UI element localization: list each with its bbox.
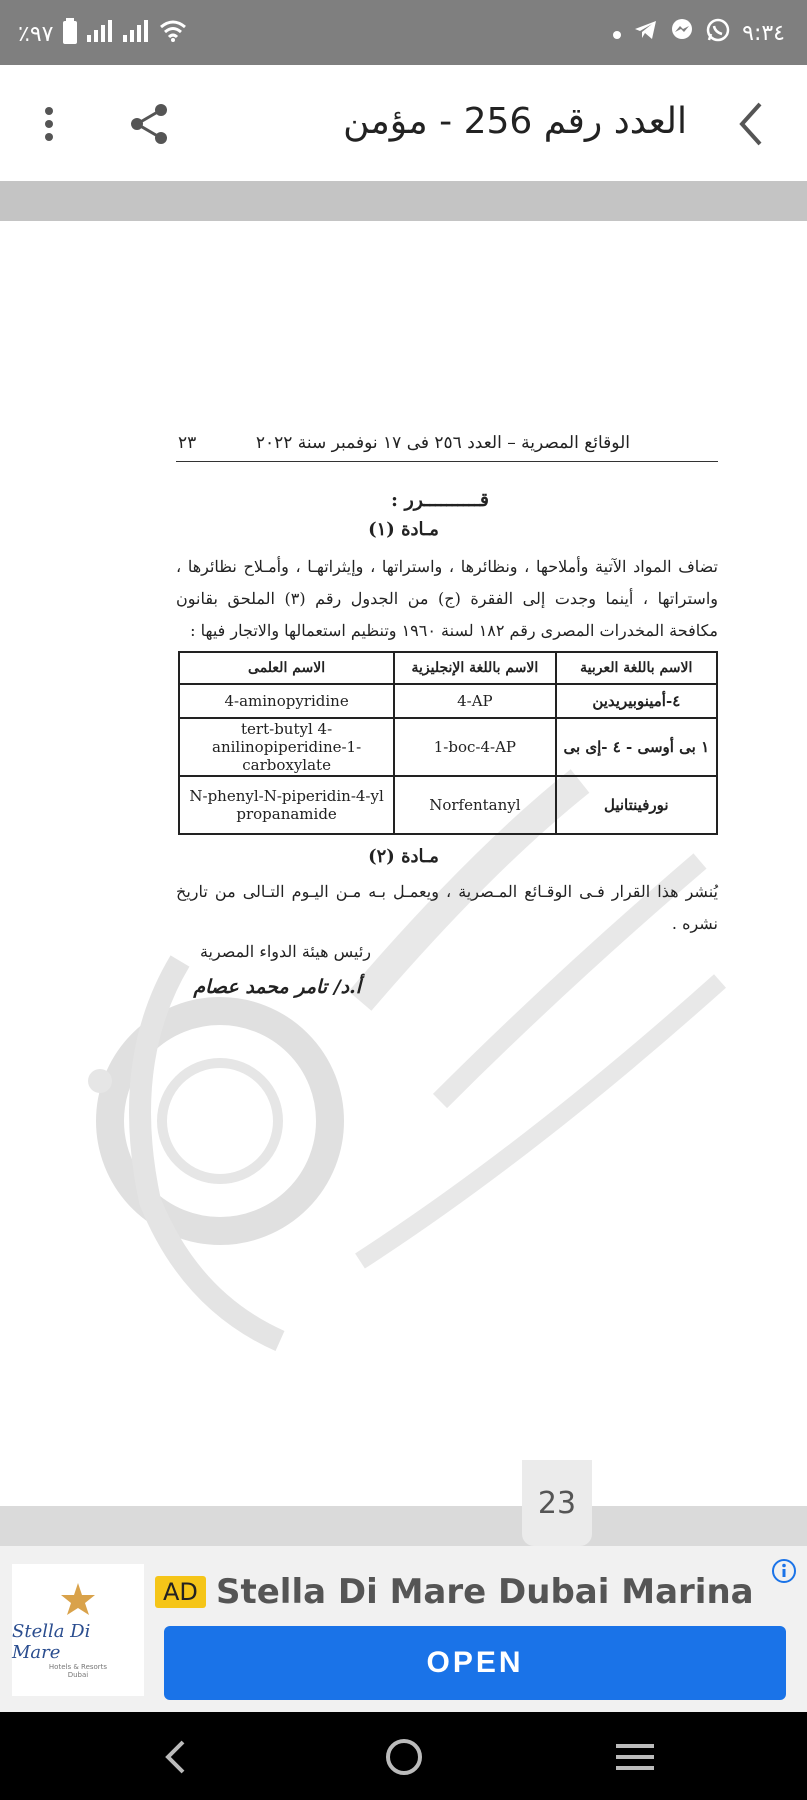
document-page[interactable] <box>0 221 807 1506</box>
table-cell-english: 1-boc-4-AP <box>394 718 555 776</box>
nav-back-icon[interactable] <box>150 1732 200 1782</box>
decision-label: قــــــــــرر : <box>390 489 489 511</box>
table-cell-scientific: 4-aminopyridine <box>179 684 394 718</box>
signal-icon-2 <box>123 20 149 48</box>
ad-logo-sub: Hotels & Resorts <box>48 1663 108 1671</box>
article-2-title: مـادة (٢) <box>368 846 439 867</box>
table-cell-arabic: ٤-أمينوبيريدين <box>556 684 717 718</box>
article-1-title: مـادة (١) <box>368 519 439 540</box>
viewer-top-gap <box>0 181 807 221</box>
article-2-text: يُنشر هذا القرار فـى الوقـائع المـصرية ، ويعمـل بـه مـن اليـوم التـالى من تاريخ نشره . <box>176 882 718 933</box>
table-cell-english: Norfentanyl <box>394 776 555 834</box>
table-cell-arabic: نورفينتانيل <box>556 776 717 834</box>
whatsapp-icon <box>706 18 730 48</box>
telegram-icon <box>634 19 658 47</box>
signer-title: رئيس هيئة الدواء المصرية <box>199 942 371 961</box>
nav-home-icon[interactable] <box>379 1732 429 1782</box>
document-header <box>176 429 718 462</box>
substances-table <box>178 651 718 835</box>
table-row <box>179 718 717 776</box>
ad-logo[interactable] <box>12 1564 144 1696</box>
table-header-row <box>179 652 717 684</box>
page-number-indicator: 23 <box>522 1460 592 1546</box>
table-row <box>179 776 717 834</box>
article-1-text: تضاف المواد الآتية وأملاحها ، ونظائرها ، واستراتها ، وإيثراتهـا ، وأمـلاح نظائرها ، واستراتها ، أينما وجدت إلى الفقرة (ج) من الجدول رقم (٣) الملحق بقانون مكافحة المخدرات المصرى رقم ١٨٢ لسنة ١٩٦٠ وتنظيم استعمالها والاتجار فيها : <box>176 557 718 640</box>
ad-logo-city: Dubai <box>67 1671 89 1679</box>
table-cell-arabic: ١ بى أوسى - ٤ -إى بى <box>556 718 717 776</box>
share-icon[interactable] <box>126 101 172 147</box>
status-bar <box>0 0 807 65</box>
system-nav-bar <box>0 1712 807 1800</box>
more-vert-icon[interactable] <box>26 101 72 147</box>
table-cell-english: 4-AP <box>394 684 555 718</box>
ad-logo-brand: Stella Di Mare <box>12 1621 91 1663</box>
signal-icon <box>87 20 113 48</box>
status-left <box>18 18 187 50</box>
info-icon[interactable] <box>771 1558 797 1588</box>
ad-open-button[interactable]: OPEN <box>164 1626 786 1700</box>
table-row <box>179 684 717 718</box>
dot-icon <box>612 21 622 46</box>
ad-banner[interactable] <box>0 1546 807 1712</box>
app-bar <box>0 65 807 181</box>
battery-icon <box>63 18 77 50</box>
table-header-arabic: الاسم باللغة العربية <box>556 652 717 684</box>
status-right <box>612 18 785 48</box>
clock-time: ٩:٣٤ <box>742 20 785 46</box>
signer-name: أ.د/ تامر محمد عصام <box>193 976 361 998</box>
nav-recents-icon[interactable] <box>610 1732 660 1782</box>
header-page-number: ٢٣ <box>178 433 197 453</box>
messenger-icon <box>670 18 694 48</box>
ad-badge: AD <box>155 1576 206 1608</box>
ad-title[interactable]: Stella Di Mare Dubai Marina <box>216 1572 754 1612</box>
table-cell-scientific: N-phenyl-N-piperidin-4-yl propanamide <box>179 776 394 834</box>
table-header-scientific: الاسم العلمى <box>179 652 394 684</box>
table-cell-scientific: tert-butyl 4-anilinopiperidine-1-carboxylate <box>179 718 394 776</box>
battery-percent: ٪٩٧ <box>18 21 54 47</box>
page-title: العدد رقم 256 - مؤمن <box>343 101 687 142</box>
table-header-english: الاسم باللغة الإنجليزية <box>394 652 555 684</box>
starfish-icon <box>58 1581 98 1617</box>
back-chevron-icon[interactable] <box>728 101 774 147</box>
header-text: الوقائع المصرية – العدد ٢٥٦ فى ١٧ نوفمبر سنة ٢٠٢٢ <box>255 433 630 453</box>
wifi-icon <box>159 20 187 48</box>
